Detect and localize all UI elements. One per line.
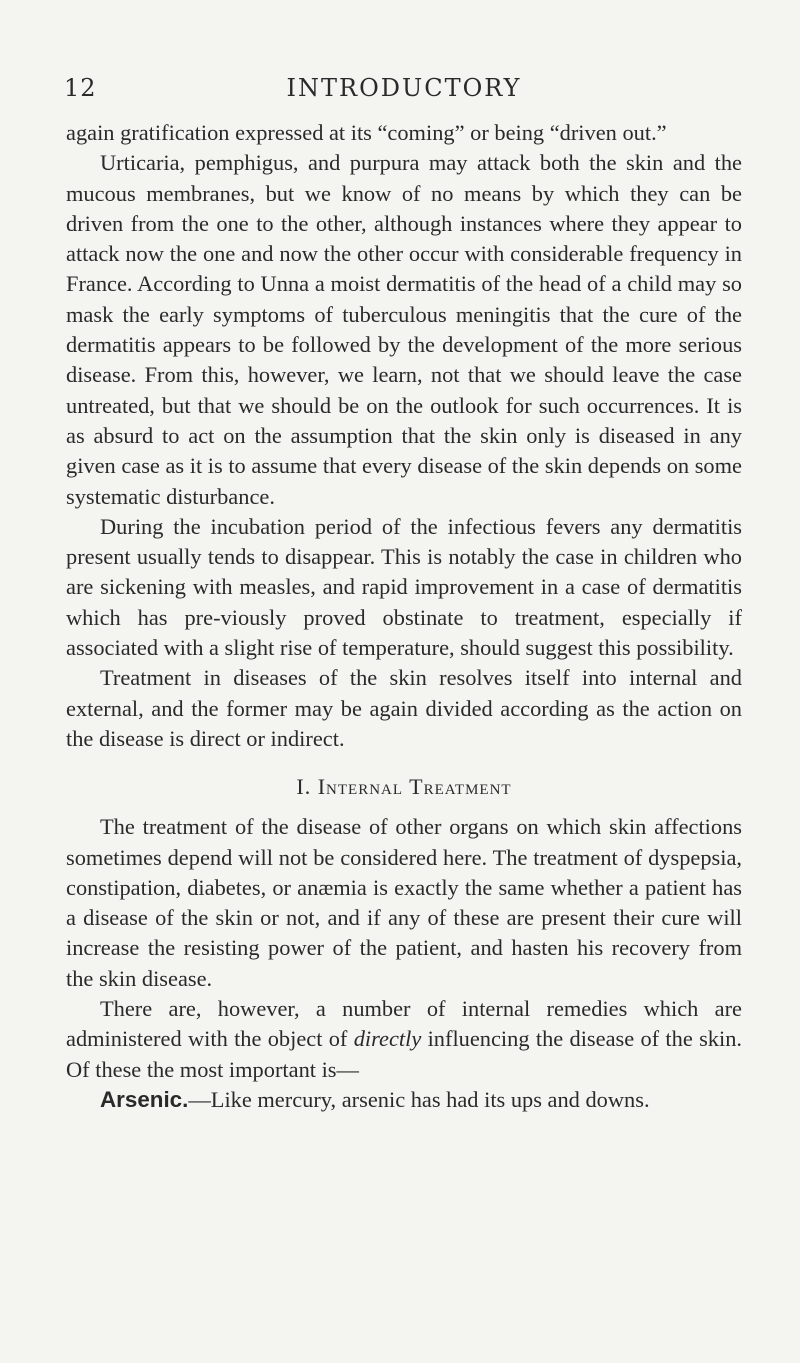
paragraph-arsenic	[66, 1085, 742, 1115]
paragraph-urticaria: Urticaria, pemphigus, and purpura may attack both the skin and the mucous membranes, but we know of no means by which they can be driven from the one to the other, although instances where they appear to attack now the one and now the other occur with considerable frequency in France. According to Unna a moist dermatitis of the head of a child may so mask the early symptoms of tuberculous meningitis that the cure of the dermatitis appears to be followed by the development of the more serious disease. From this, however, we learn, not that we should leave the case untreated, but that we should be on the outlook for such occurrences. It is as absurd to act on the assumption that the skin only is diseased in any given case as it is to assume that every disease of the skin depends on some systematic disturbance.	[66, 150, 742, 509]
remedies-text-after: influencing the disease of the skin. Of these the most important is—	[66, 1026, 742, 1082]
arsenic-text: —Like mercury, arsenic has had its ups and downs.	[188, 1086, 650, 1112]
remedies-emphasis: directly	[353, 1026, 422, 1052]
paragraph-other-organs: The treatment of the disease of other organs on which skin affections sometimes depend will not be considered here. The treatment of dyspepsia, constipation, diabetes, or anæmia is exactly the same whether a patient has a disease of the skin or not, and if any of these are present their cure will increase the resisting power of the patient, and hasten his recovery from the skin disease.	[66, 814, 742, 991]
paragraph-treatment-division: Treatment in diseases of the skin resolves itself into internal and external, and the former may be again divided according as the action on the disease is direct or indirect.	[66, 665, 742, 751]
section-heading	[66, 772, 742, 802]
running-title: INTRODUCTORY	[286, 74, 522, 102]
body-text	[66, 118, 742, 1115]
paragraph-internal-remedies	[66, 994, 742, 1085]
section-title: Internal Treatment	[317, 774, 512, 800]
paragraph-incubation: During the incubation period of the infectious fevers any dermatitis present usually tends to disappear. This is notably the case in children who are sickening with measles, and rapid improvement in a case of dermatitis which has pre-viously proved obstinate to treatment, especially if associated with a slight rise of temperature, should suggest this possibility.	[66, 513, 742, 661]
section-numeral: I.	[296, 774, 312, 800]
page-number: 12	[64, 74, 97, 102]
book-page	[66, 74, 742, 1115]
paragraph-continuation: again gratification expressed at its “coming” or being “driven out.”	[66, 120, 667, 145]
arsenic-term: Arsenic.	[100, 1086, 189, 1112]
running-head	[66, 74, 742, 104]
remedies-text-before: There are, however, a number of internal remedies which are administered with the object of	[66, 996, 742, 1052]
